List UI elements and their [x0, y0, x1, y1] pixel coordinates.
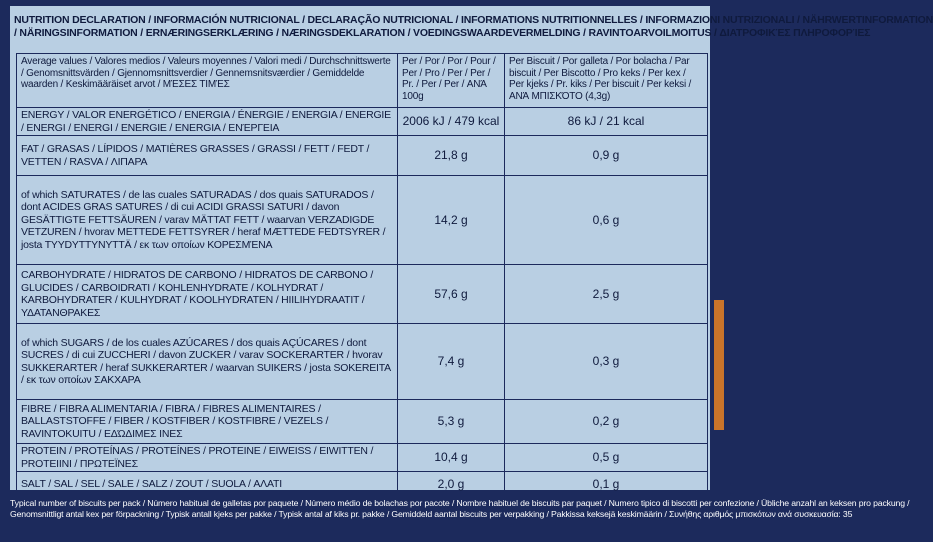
row-value-perbiscuit: 0,2 g: [505, 400, 708, 444]
biscuits-per-pack-note: [10, 498, 910, 519]
row-value-perbiscuit: 2,5 g: [505, 265, 708, 324]
row-label-sugars: of which SUGARS / de los cuales AZÚCARES / dos quais AÇÚCARES / dont SUCRES / di cui ZUCCHERI / davon ZUCKER / varav SOCKERARTER / hvorav SUKKERARTER / heraf SUKKERARTER / waarvan SUIKERS / josta SOKEREITA / εκ των οποίων ΣΑΚΧΑΡΑ: [17, 324, 398, 400]
row-label-carbohydrate: CARBOHYDRATE / HIDRATOS DE CARBONO / HIDRATOS DE CARBONO / GLUCIDES / CARBOIDRATI / KOHLENHYDRATE / KOLHYDRAT / KARBOHYDRATER / KULHYDRAT / KOOLHYDRATEN / HIILIHYDRAATIT / ΥΔΑΤΑΝΘΡΑΚΕΣ: [17, 265, 398, 324]
row-value-perbiscuit: 0,6 g: [505, 176, 708, 265]
row-value-per100: 2,0 g: [398, 472, 505, 497]
nutrition-heading: [14, 14, 933, 40]
row-value-perbiscuit: 0,1 g: [505, 472, 708, 497]
table-row: [17, 324, 708, 400]
row-value-perbiscuit: 0,5 g: [505, 444, 708, 472]
header-per-biscuit: Per Biscuit / Por galleta / Por bolacha / Par biscuit / Per Biscotto / Pro keks / Per kex / Per kjeks / Pr. kiks / Per biscuit / Per keksi / ΑΝΆ ΜΠΙΣΚΌΤΟ (4,3g): [505, 54, 708, 108]
table-row: [17, 265, 708, 324]
footer-line-2: Genomsnittligt antal kex per förpackning / Typisk antall kjeks per pakke / Typisk antal af kiks pr. pakke / Gemiddeld aantal biscuits per verpakking / Pakkissa keksejä keskimäärin / Συνήθης αριθμός μπισκότων ανά συσκευασία: 35: [10, 508, 853, 519]
row-value-perbiscuit: 0,9 g: [505, 136, 708, 176]
header-average-values: Average values / Valores medios / Valeurs moyennes / Valori medi / Durchschnittswerte / Genomsnittsvärden / Gjennomsnittsverdier / Gennemsnitsværdier / Gemiddelde waarden / Keskimääräiset arvot / ΜΈΣΕΣ ΤΙΜΈΣ: [17, 54, 398, 108]
row-value-per100: 7,4 g: [398, 324, 505, 400]
row-value-per100: 14,2 g: [398, 176, 505, 265]
footer-line-1: Typical number of biscuits per pack / Número habitual de galletas por paquete / Número médio de bolachas por pacote / Nombre habituel de biscuits par paquet / Numero tipico di biscotti per confezione / Übliche anzahl an keksen pro packung /: [10, 498, 910, 508]
heading-line-1: NUTRITION DECLARATION / INFORMACIÓN NUTRICIONAL / DECLARAÇÃO NUTRICIONAL / INFORMATIONS NUTRITIONNELLES / INFORMAZIONI NUTRIZIONALI / NÄHRWERTINFORMATION: [14, 14, 933, 26]
nutrition-table: [16, 53, 708, 497]
table-row: [17, 444, 708, 472]
row-value-per100: 5,3 g: [398, 400, 505, 444]
row-label-fibre: FIBRE / FIBRA ALIMENTARIA / FIBRA / FIBRES ALIMENTAIRES / BALLASTSTOFFE / FIBER / KOSTFIBER / KOSTFIBRE / VEZELS / RAVINTOKUITU / ΕΔΏΔΙΜΕΣ ΙΝΕΣ: [17, 400, 398, 444]
row-value-per100: 57,6 g: [398, 265, 505, 324]
row-value-per100: 21,8 g: [398, 136, 505, 176]
table-row: [17, 108, 708, 136]
row-value-per100: 2006 kJ / 479 kcal: [398, 108, 505, 136]
table-row: [17, 136, 708, 176]
header-per-100g: Per / Por / Por / Pour / Per / Pro / Per / Per / Pr. / Per / Per / ΑΝΆ 100g: [398, 54, 505, 108]
row-value-perbiscuit: 86 kJ / 21 kcal: [505, 108, 708, 136]
table-row: [17, 472, 708, 497]
row-value-perbiscuit: 0,3 g: [505, 324, 708, 400]
table-row: [17, 400, 708, 444]
package-edge-decoration: [714, 300, 724, 430]
row-label-saturates: of which SATURATES / de las cuales SATURADAS / dos quais SATURADOS / dont ACIDES GRAS SATURES / di cui ACIDI GRASSI SATURI / davon GESÄTTIGTE FETTSÄUREN / varav MÄTTAT FETT / waarvan VERZADIGDE VETZUREN / hvorav METTEDE FETTSYRER / heraf MÆTTEDE FEDTSYRER / josta TYYDYTTYNYTTÄ / εκ των οποίων ΚΟΡΕΣΜΈΝΑ: [17, 176, 398, 265]
row-label-salt: SALT / SAL / SEL / SALE / SALZ / ZOUT / SUOLA / ΑΛΑΤΙ: [17, 472, 398, 497]
row-label-energy: ENERGY / VALOR ENERGÉTICO / ENERGIA / ÉNERGIE / ENERGIA / ENERGIE / ENERGI / ENERGI / ENERGIE / ENERGIA / ΕΝΈΡΓΕΙΑ: [17, 108, 398, 136]
row-value-per100: 10,4 g: [398, 444, 505, 472]
table-row: [17, 176, 708, 265]
heading-line-2: / NÄRINGSINFORMATION / ERNÆRINGSERKLÆRING / NÆRINGSDEKLARATION / VOEDINGSWAARDEVERMELDING / RAVINTOARVOILMOITUS / ΔΙΑΤΡΟΦΙΚΈΣ ΠΛΗΡΟΦΟΡΊΕΣ: [14, 27, 871, 39]
row-label-protein: PROTEIN / PROTEÍNAS / PROTEÍNES / PROTEINE / EIWEISS / EIWITTEN / PROTEIINI / ΠΡΩΤΕΪΝΕΣ: [17, 444, 398, 472]
table-header-row: [17, 54, 708, 108]
row-label-fat: FAT / GRASAS / LÍPIDOS / MATIÈRES GRASSES / GRASSI / FETT / FEDT / VETTEN / RASVA / ΛΙΠΑΡΑ: [17, 136, 398, 176]
nutrition-panel: [8, 4, 933, 492]
